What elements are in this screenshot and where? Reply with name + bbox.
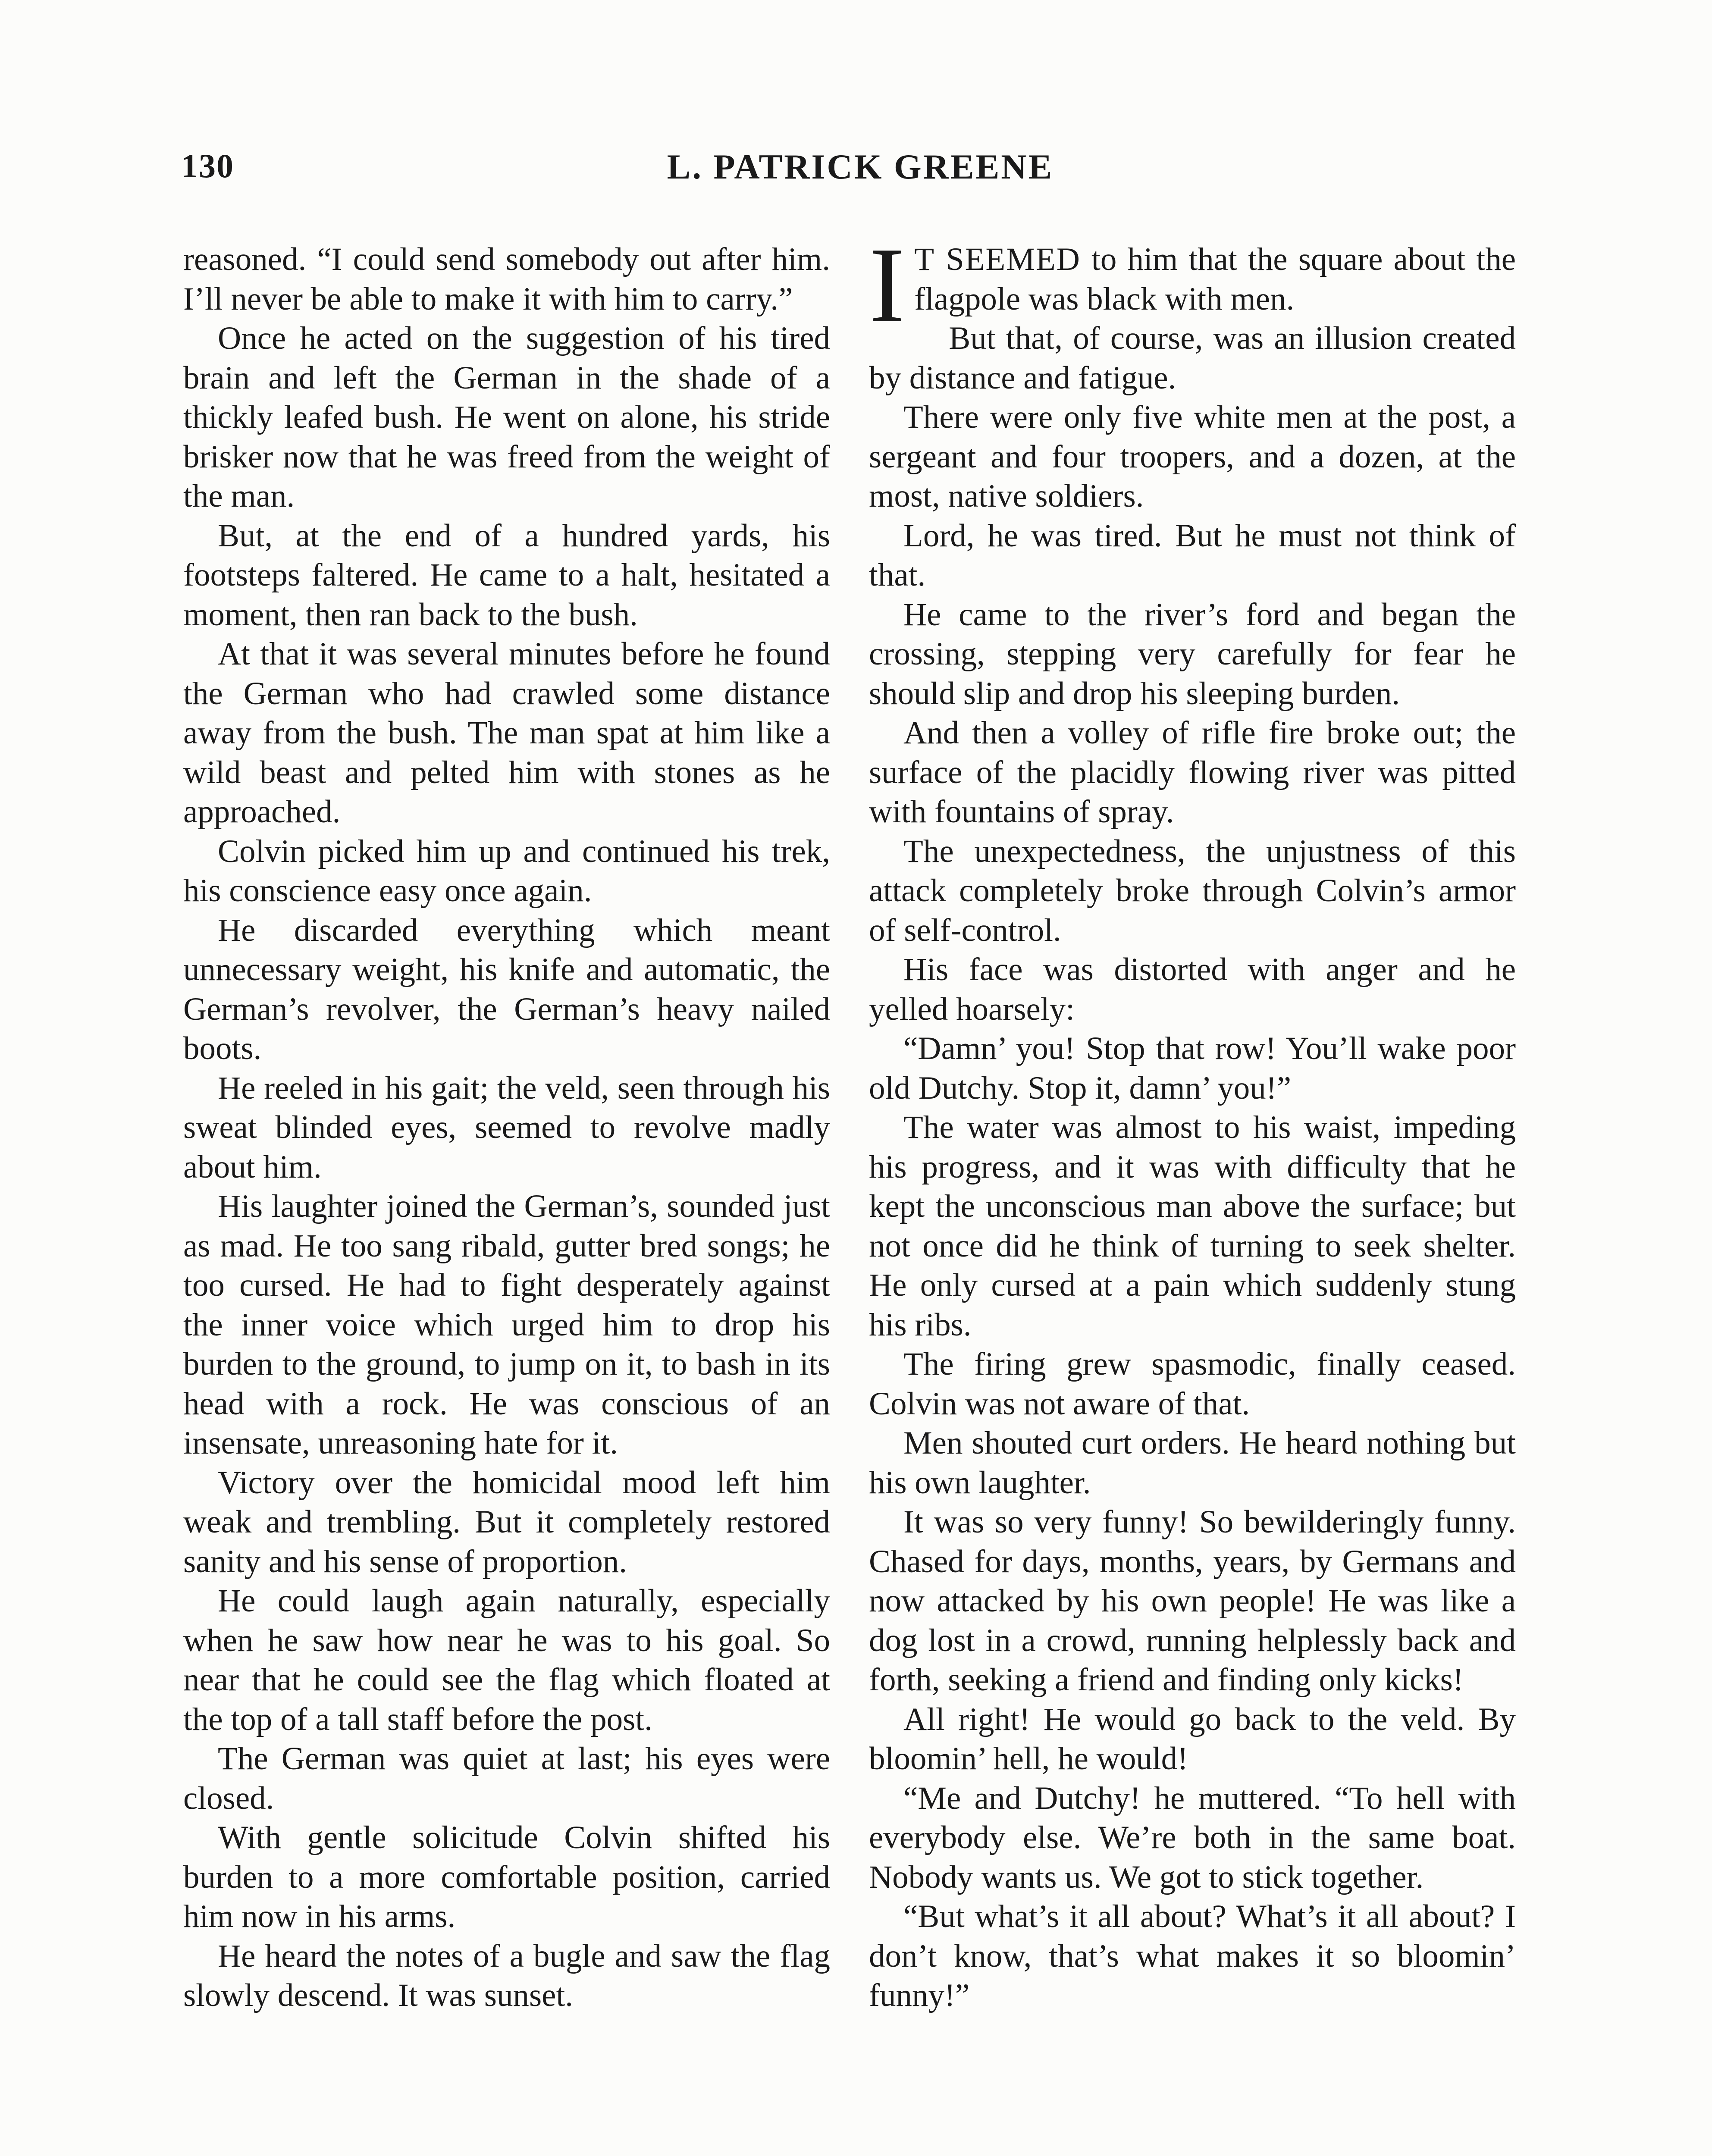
paragraph: But that, of course, was an illusion created by distance and fatigue. [869,320,1516,396]
paragraph: Victory over the homicidal mood left him weak and trembling. But it completely restored sanity and his sense of proportion. [183,1464,830,1579]
paragraph: It was so very funny! So bewilderingly funny. Chased for days, months, years, by Germans and now attacked by his own people! He was like a dog lost in a crowd, running helplessly back and forth, seeking a friend and finding only kicks! [869,1504,1516,1698]
paragraph: The firing grew spasmodic, finally ceased. Colvin was not aware of that. [869,1346,1516,1422]
paragraph: The German was quiet at last; his eyes were closed. [183,1741,830,1816]
paragraph: Colvin picked him up and continued his trek, his conscience easy once again. [183,833,830,909]
paragraph: At that it was several minutes before he found the German who had crawled some distance away from the bush. The man spat at him like a wild beast and pelted him with stones as he approached. [183,636,830,830]
paragraph: But, at the end of a hundred yards, his footsteps faltered. He came to a halt, hesitated a moment, then ran back to the bush. [183,517,830,633]
paragraph: He could laugh again naturally, especially when he saw how near he was to his goal. So near that he could see the flag which floated at the top of a tall staff before the post. [183,1583,830,1737]
paragraph: “Damn’ you! Stop that row! You’ll wake poor old Dutchy. Stop it, damn’ you!” [869,1031,1516,1106]
paragraph: reasoned. “I could send somebody out after him. I’ll never be able to make it with him to carry.” [183,241,830,317]
paragraph: All right! He would go back to the veld. By bloomin’ hell, he would! [869,1701,1516,1777]
right-column [869,226,1516,2015]
paragraph: His face was distorted with anger and he yelled hoarsely: [869,952,1516,1027]
paragraph: He heard the notes of a bugle and saw the flag slowly descend. It was sunset. [183,1938,830,2013]
paragraph: He came to the river’s ford and began the crossing, stepping very carefully for fear he should slip and drop his sleeping burden. [869,596,1516,711]
paragraph: Men shouted curt orders. He heard nothing but his own laughter. [869,1425,1516,1501]
drop-cap: I [869,226,905,345]
paragraph: There were only five white men at the post, a sergeant and four troopers, and a dozen, at the most, native soldiers. [869,399,1516,514]
paragraph: His laughter joined the German’s, sounded just as mad. He too sang ribald, gutter bred songs; he too cursed. He had to fight desperately against the inner voice which urged him to drop his burden to the ground, to jump on it, to bash in its head with a rock. He was conscious of an insensate, unreasoning hate for it. [183,1188,830,1461]
paragraph: “But what’s it all about? What’s it all about? I don’t know, that’s what makes it so bloomin’ funny!” [869,1899,1516,2013]
paragraph: Lord, he was tired. But he must not think of that. [869,517,1516,593]
opening-text: to him that the square about the flagpole was black with men. [914,241,1516,317]
page-header [181,147,1540,203]
running-head: L. PATRICK GREENE [667,147,1054,186]
paragraph: The unexpectedness, the unjustness of this attack completely broke through Colvin’s armor of self-control. [869,833,1516,948]
paragraph: Once he acted on the suggestion of his tired brain and left the German in the shade of a thickly leafed bush. He went on alone, his stride brisker now that he was freed from the weight of the man. [183,320,830,514]
paragraph: With gentle solicitude Colvin shifted his burden to a more comfortable position, carried him now in his arms. [183,1820,830,1934]
paragraph: He discarded everything which meant unnecessary weight, his knife and automatic, the German’s revolver, the German’s heavy nailed boots. [183,912,830,1066]
opening-paragraph [869,226,1516,345]
opening-words: T SEEMED [914,241,1081,277]
paragraph: The water was almost to his waist, impeding his progress, and it was with difficulty that he kept the unconscious man above the surface; but not once did he think of turning to seek shelter. He only cursed at a pain which suddenly stung his ribs. [869,1109,1516,1343]
paragraph: He reeled in his gait; the veld, seen through his sweat blinded eyes, seemed to revolve madly about him. [183,1070,830,1185]
left-column [183,240,830,2015]
paragraph: And then a volley of rifle fire broke out; the surface of the placidly flowing river was pitted with fountains of spray. [869,715,1516,830]
paragraph: “Me and Dutchy! he muttered. “To hell with everybody else. We’re both in the same boat. Nobody wants us. We got to stick together. [869,1780,1516,1895]
page-number: 130 [181,147,234,185]
